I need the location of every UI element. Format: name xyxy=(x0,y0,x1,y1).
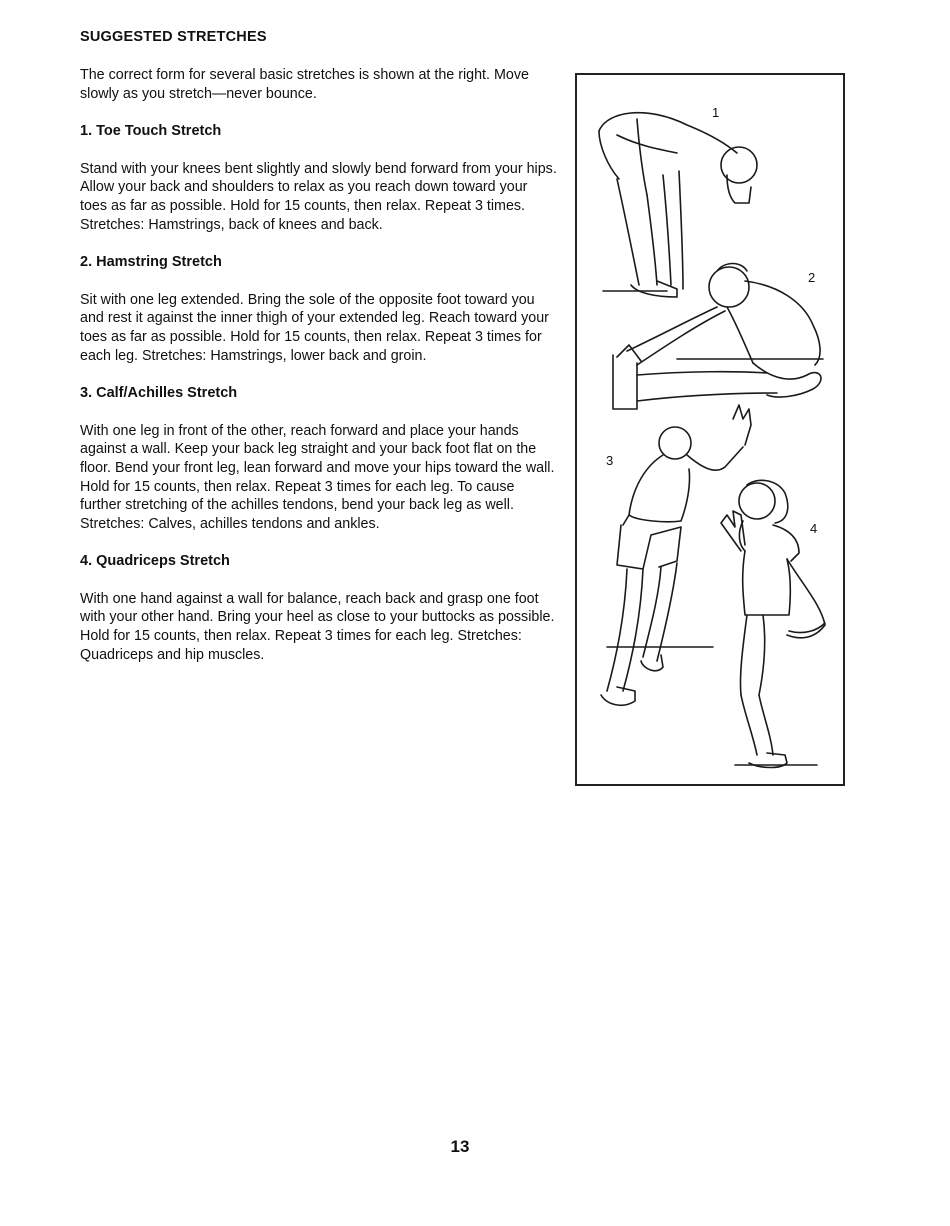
section-heading-hamstring: 2. Hamstring Stretch xyxy=(80,254,222,271)
figure-label-3: 3 xyxy=(606,453,614,468)
section-body-calf-achilles: With one leg in front of the other, reach forward and place your hands against a wall. Keep your back leg straight and your back foot flat on the floor. Bend your front leg, lean forward and move your hips toward the wall. Hold for 15 counts, then relax. Repeat 3 times for each leg. To cause further stretching of the achilles tendons, bend your back leg as well. Stretches: Calves, achilles tendons and ankles. xyxy=(80,422,555,532)
section-body-quadriceps: With one hand against a wall for balance, reach back and grasp one foot with your other hand. Bring your heel as close to your buttocks as possible. Hold for 15 counts, then relax. Repeat 3 times for each leg. Stretches: Quadriceps and hip muscles. xyxy=(80,590,555,663)
text-column xyxy=(80,66,558,683)
stretch-illustrations xyxy=(577,75,843,784)
section-heading-toe-touch: 1. Toe Touch Stretch xyxy=(80,123,222,140)
calf-achilles-figure xyxy=(601,405,751,705)
section-heading-quadriceps: 4. Quadriceps Stretch xyxy=(80,553,230,570)
section-body-toe-touch: Stand with your knees bent slightly and slowly bend forward from your hips. Allow your back and shoulders to relax as you reach down toward your toes as far as possible. Hold for 15 counts, then relax. Repeat 3 times. Stretches: Hamstrings, back of knees and back. xyxy=(80,160,557,233)
section-heading-calf-achilles: 3. Calf/Achilles Stretch xyxy=(80,385,238,402)
hamstring-figure xyxy=(613,264,823,410)
figure-label-4: 4 xyxy=(810,521,818,536)
page-title: SUGGESTED STRETCHES xyxy=(80,29,267,45)
section-body-hamstring: Sit with one leg extended. Bring the sole of the opposite foot toward you and rest it against the inner thigh of your extended leg. Reach toward your toes as far as possible. Hold for 15 counts, then relax. Repeat 3 times for each leg. Stretches: Hamstrings, lower back and groin. xyxy=(80,291,549,364)
stretch-illustration-box xyxy=(575,73,845,786)
toe-touch-figure xyxy=(599,113,757,297)
intro-paragraph: The correct form for several basic stretches is shown at the right. Move slowly as you stretch—never bounce. xyxy=(80,67,529,102)
figure-label-1: 1 xyxy=(712,105,720,120)
figure-label-2: 2 xyxy=(808,270,816,285)
page-number: 13 xyxy=(450,1137,470,1156)
